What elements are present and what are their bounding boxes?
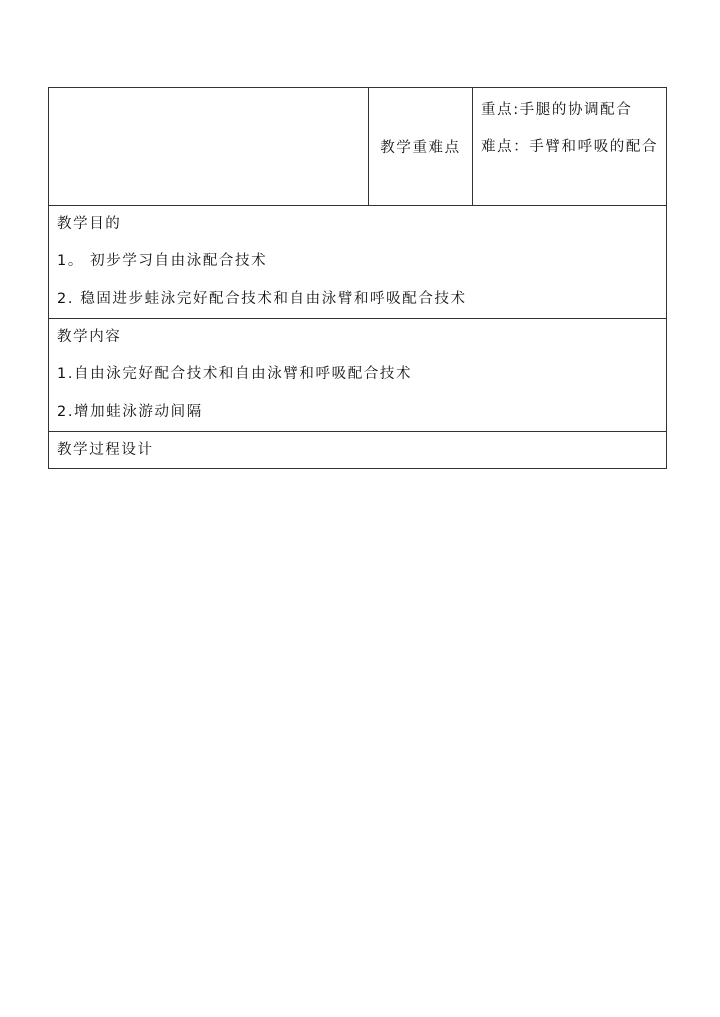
difficulty-text: 难点：手臂和呼吸的配合 xyxy=(481,139,659,155)
content-row xyxy=(49,319,667,432)
key-points-label: 教学重难点 xyxy=(380,140,461,156)
content-item: 2.增加蛙泳游动间隔 xyxy=(57,404,203,420)
content-heading: 教学内容 xyxy=(57,329,122,345)
process-row xyxy=(49,432,667,469)
focus-text: 重点:手腿的协调配合 xyxy=(481,102,633,118)
objective-item: 1。 初步学习自由泳配合技术 xyxy=(57,253,268,269)
objectives-row xyxy=(49,206,667,319)
empty-cell xyxy=(49,88,369,206)
objectives-heading: 教学目的 xyxy=(57,216,122,232)
key-points-cell xyxy=(473,88,667,206)
process-heading: 教学过程设计 xyxy=(57,442,154,458)
key-points-row xyxy=(49,88,667,206)
objective-item: 2. 稳固进步蛙泳完好配合技术和自由泳臂和呼吸配合技术 xyxy=(57,291,467,307)
key-points-label-cell xyxy=(369,88,473,206)
content-cell xyxy=(49,319,667,432)
content-item: 1.自由泳完好配合技术和自由泳臂和呼吸配合技术 xyxy=(57,366,413,382)
objectives-cell xyxy=(49,206,667,319)
lesson-plan-table xyxy=(48,87,667,469)
process-cell xyxy=(49,432,667,469)
